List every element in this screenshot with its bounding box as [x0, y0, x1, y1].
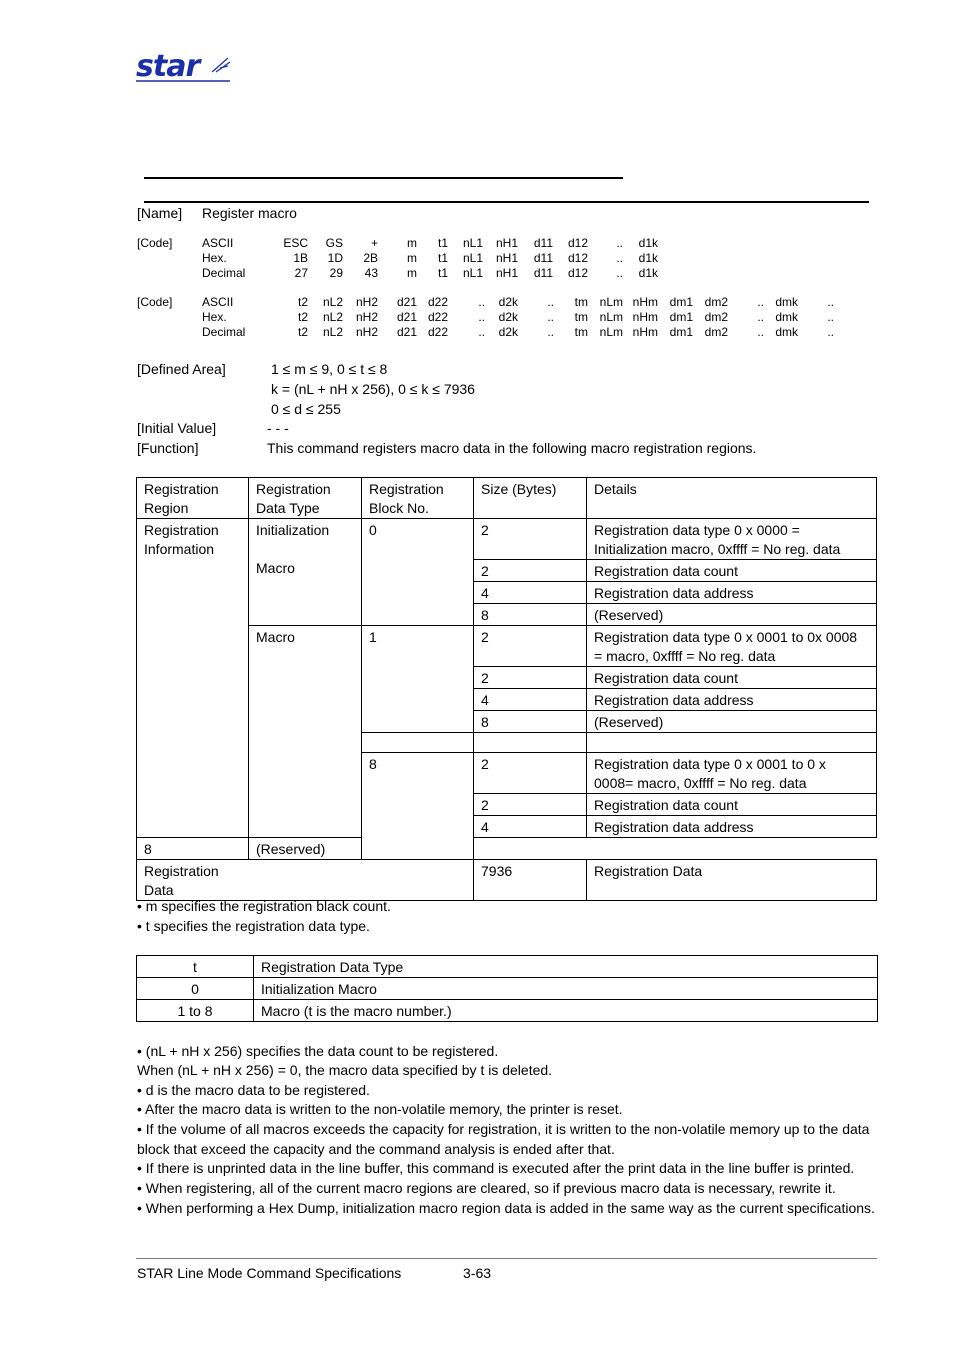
- code-cell: d21: [396, 325, 417, 339]
- details-cell: Registration data type 0 x 0000 = Initialization macro, 0xffff = No reg. data: [587, 519, 877, 560]
- block-cell: 8: [362, 753, 474, 860]
- blank-cell: [474, 733, 587, 753]
- code-cell: nHm: [632, 325, 658, 339]
- type-init-line1: Initialization: [256, 522, 330, 538]
- code-cell: d22: [427, 325, 448, 339]
- code-cell: nL2: [322, 310, 343, 324]
- defined-label: [Defined Area]: [137, 361, 226, 377]
- note-line: • If the volume of all macros exceeds the capacity for registration, it is written to the non-volatile memory up to the data: [137, 1121, 870, 1137]
- code-cell: ..: [616, 251, 623, 265]
- code-cell: d12: [567, 251, 588, 265]
- code-cell: t1: [437, 266, 448, 280]
- code-cell: d2k: [498, 295, 518, 309]
- code-cell: nH2: [355, 295, 378, 309]
- svg-text:star: star: [136, 52, 200, 82]
- code-cell: 43: [364, 266, 378, 280]
- code-cell: d1k: [638, 266, 658, 280]
- code-cell: ..: [827, 310, 834, 324]
- details-cell: (Reserved): [249, 838, 362, 860]
- size-cell: 2: [474, 519, 587, 560]
- code-format-label: ASCII: [202, 236, 234, 250]
- code-cell: nLm: [599, 325, 623, 339]
- data-region-text: Registration Data: [144, 863, 219, 898]
- code-cell: dm1: [669, 310, 693, 324]
- note-line: • After the macro data is written to the non-volatile memory, the printer is reset.: [137, 1101, 623, 1117]
- size-cell: 2: [474, 753, 587, 794]
- code-cell: d2k: [498, 310, 518, 324]
- details-cell: Registration data address: [587, 816, 877, 838]
- registration-table: [136, 477, 877, 901]
- header-rule-long: [144, 201, 869, 203]
- code-cell: 27: [294, 266, 308, 280]
- code-cell: GS: [325, 236, 343, 250]
- data-region-cell: [137, 860, 474, 901]
- defined-line3: 0 ≤ d ≤ 255: [271, 401, 341, 417]
- code-cell: 29: [329, 266, 343, 280]
- code-cell: nL1: [462, 266, 483, 280]
- code-cell: d21: [396, 310, 417, 324]
- code-cell: ..: [827, 325, 834, 339]
- code-cell: ..: [547, 325, 554, 339]
- header-cell: Registration Data Type: [254, 956, 878, 978]
- code-cell: nL2: [322, 295, 343, 309]
- t-table: [136, 955, 878, 1022]
- code-cell: nH1: [495, 251, 518, 265]
- code-cell: dmk: [775, 325, 798, 339]
- code-cell: nL1: [462, 236, 483, 250]
- code-cell: ..: [547, 295, 554, 309]
- code-cell: nH1: [495, 236, 518, 250]
- code-cell: dm2: [704, 310, 728, 324]
- blank-cell: [362, 733, 474, 753]
- code-cell: tm: [574, 325, 588, 339]
- code1-label: [Code]: [137, 236, 173, 250]
- initial-value: - - -: [267, 420, 289, 436]
- code-cell: 1B: [293, 251, 308, 265]
- initial-label: [Initial Value]: [137, 420, 217, 436]
- note-line: • When registering, all of the current macro regions are cleared, so if previous macro data is necessary, rewrite it.: [137, 1180, 836, 1196]
- code-cell: d1k: [638, 236, 658, 250]
- code-cell: ..: [478, 325, 485, 339]
- code-cell: t2: [297, 295, 308, 309]
- t-cell: 0: [137, 978, 254, 1000]
- size-cell: 2: [474, 667, 587, 689]
- details-cell: (Reserved): [587, 604, 877, 626]
- code-cell: 2B: [363, 251, 378, 265]
- code-cell: nL1: [462, 251, 483, 265]
- size-cell: 7936: [474, 860, 587, 901]
- code-cell: d2k: [498, 325, 518, 339]
- code-cell: ESC: [283, 236, 308, 250]
- note-t: • t specifies the registration data type.: [137, 918, 370, 934]
- code-cell: nLm: [599, 310, 623, 324]
- code-cell: dmk: [775, 295, 798, 309]
- name-label: [Name]: [137, 205, 183, 221]
- code-cell: nH1: [495, 266, 518, 280]
- note-line: • When performing a Hex Dump, initialization macro region data is added in the same way as the current specifications.: [137, 1200, 875, 1216]
- code-cell: ..: [757, 295, 764, 309]
- details-cell: Registration data type 0 x 0001 to 0 x 0008= macro, 0xffff = No reg. data: [587, 753, 877, 794]
- details-cell: Registration data count: [587, 667, 877, 689]
- type-cell: Initialization Macro: [254, 978, 878, 1000]
- function-label: [Function]: [137, 440, 199, 456]
- code-cell: ..: [616, 266, 623, 280]
- code-cell: d21: [396, 295, 417, 309]
- code-cell: nLm: [599, 295, 623, 309]
- size-cell: 2: [474, 626, 587, 667]
- code-format-label: ASCII: [202, 295, 234, 309]
- region-info-cell: Registration Information: [137, 519, 249, 838]
- code-cell: d22: [427, 295, 448, 309]
- code-cell: dm1: [669, 295, 693, 309]
- page-number: 3-63: [463, 1265, 492, 1281]
- code-cell: ..: [478, 310, 485, 324]
- size-cell: 8: [137, 838, 249, 860]
- code-cell: d1k: [638, 251, 658, 265]
- code-cell: nHm: [632, 310, 658, 324]
- size-cell: 2: [474, 560, 587, 582]
- code-cell: ..: [616, 236, 623, 250]
- size-cell: 8: [474, 711, 587, 733]
- type-init-line2: Macro: [256, 560, 295, 576]
- code-cell: d11: [533, 251, 553, 265]
- type-cell: Macro (t is the macro number.): [254, 1000, 878, 1022]
- footer-title: STAR Line Mode Command Specifications: [137, 1265, 402, 1281]
- code-cell: ..: [827, 295, 834, 309]
- note-line: block that exceed the capacity and the command analysis is ended after that.: [137, 1141, 615, 1157]
- type-init-cell: [249, 519, 362, 626]
- code-cell: m: [407, 251, 417, 265]
- code-cell: dm2: [704, 295, 728, 309]
- code-cell: t1: [437, 251, 448, 265]
- star-logo: [136, 52, 232, 82]
- details-cell: Registration Data: [587, 860, 877, 901]
- code-format-label: Decimal: [202, 325, 246, 339]
- blank-cell: [587, 733, 877, 753]
- code-cell: t1: [437, 236, 448, 250]
- details-cell: Registration data count: [587, 794, 877, 816]
- note-line: When (nL + nH x 256) = 0, the macro data specified by t is deleted.: [137, 1062, 553, 1078]
- code2-label: [Code]: [137, 295, 173, 309]
- code-cell: nH2: [355, 325, 378, 339]
- details-cell: Registration data count: [587, 560, 877, 582]
- code-cell: dm2: [704, 325, 728, 339]
- details-cell: Registration data type 0 x 0001 to 0x 0008 = macro, 0xffff = No reg. data: [587, 626, 877, 667]
- code-cell: ..: [478, 295, 485, 309]
- code-cell: dmk: [775, 310, 798, 324]
- code-cell: t2: [297, 325, 308, 339]
- details-cell: (Reserved): [587, 711, 877, 733]
- size-cell: 4: [474, 582, 587, 604]
- footer-rule: [136, 1258, 877, 1259]
- name-value: Register macro: [202, 205, 297, 221]
- code-cell: m: [407, 236, 417, 250]
- code-cell: ..: [757, 310, 764, 324]
- size-cell: 4: [474, 689, 587, 711]
- code-cell: d22: [427, 310, 448, 324]
- code-cell: d12: [567, 236, 588, 250]
- block-cell: 0: [362, 519, 474, 626]
- code-cell: 1D: [327, 251, 343, 265]
- code-cell: t2: [297, 310, 308, 324]
- header-cell: Details: [587, 478, 877, 519]
- code-cell: ..: [547, 310, 554, 324]
- size-cell: 4: [474, 816, 587, 838]
- code-cell: d11: [533, 266, 553, 280]
- t-cell: 1 to 8: [137, 1000, 254, 1022]
- code-cell: m: [407, 266, 417, 280]
- note-line: • d is the macro data to be registered.: [137, 1082, 370, 1098]
- code-cell: tm: [574, 295, 588, 309]
- header-cell: Registration Block No.: [362, 478, 474, 519]
- code-cell: dm1: [669, 325, 693, 339]
- header-cell: Registration Data Type: [249, 478, 362, 519]
- note-line: • If there is unprinted data in the line buffer, this command is executed after the print data in the line buffer is printed.: [137, 1160, 855, 1176]
- block-cell: 1: [362, 626, 474, 733]
- code-cell: d12: [567, 266, 588, 280]
- code-cell: tm: [574, 310, 588, 324]
- header-cell: Size (Bytes): [474, 478, 587, 519]
- details-cell: Registration data address: [587, 582, 877, 604]
- header-rule-short: [144, 177, 623, 179]
- code-format-label: Hex.: [202, 251, 227, 265]
- code-format-label: Decimal: [202, 266, 246, 280]
- size-cell: 8: [474, 604, 587, 626]
- type-macro-cell: Macro: [249, 626, 362, 838]
- function-value: This command registers macro data in the following macro registration regions.: [267, 440, 757, 456]
- header-cell: t: [137, 956, 254, 978]
- code-cell: nHm: [632, 295, 658, 309]
- note-line: • (nL + nH x 256) specifies the data count to be registered.: [137, 1043, 499, 1059]
- defined-line1: 1 ≤ m ≤ 9, 0 ≤ t ≤ 8: [271, 361, 388, 377]
- code-cell: d11: [533, 236, 553, 250]
- code-format-label: Hex.: [202, 310, 227, 324]
- code-cell: +: [370, 236, 378, 250]
- defined-line2: k = (nL + nH x 256), 0 ≤ k ≤ 7936: [271, 381, 475, 397]
- note-m: • m specifies the registration black count.: [137, 898, 391, 914]
- code-cell: nL2: [322, 325, 343, 339]
- size-cell: 2: [474, 794, 587, 816]
- code-cell: ..: [757, 325, 764, 339]
- header-cell: Registration Region: [137, 478, 249, 519]
- code-cell: nH2: [355, 310, 378, 324]
- details-cell: Registration data address: [587, 689, 877, 711]
